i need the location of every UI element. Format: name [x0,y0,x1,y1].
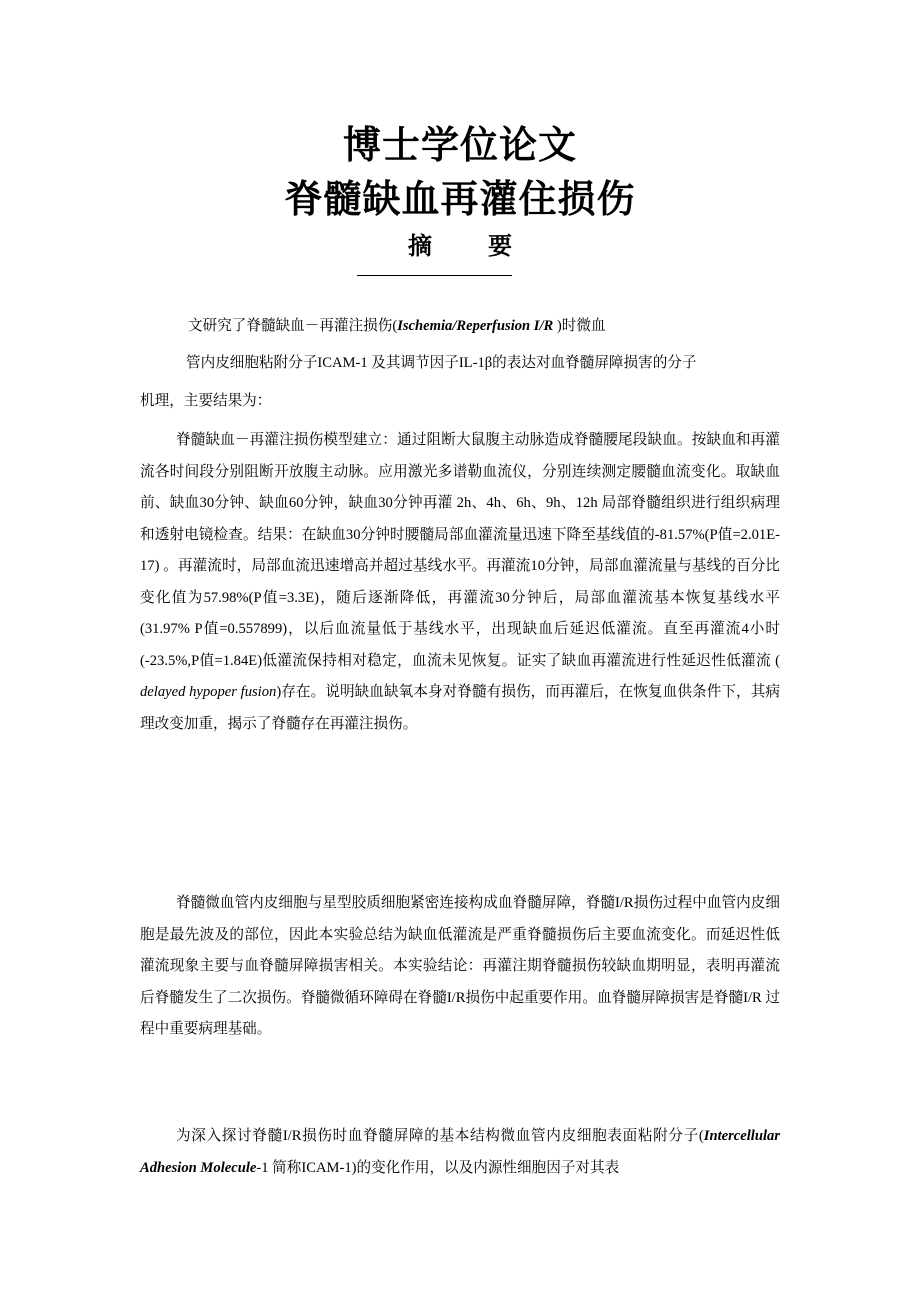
thesis-title: 脊髓缺血再灌住损伤 [284,176,636,221]
intro-line-1-tail: )时微血 [553,318,606,334]
paragraph-3 [140,1121,780,1184]
paragraph-3-text: 为深入探讨脊髓I/R损伤时血脊髓屏障的基本结构微血管内皮细胞表面粘附分子( [176,1128,704,1144]
intro-line-2: 管内皮细胞粘附分子ICAM-1 及其调节因子IL-1β的表达对血脊髓屏障损害的分子 [186,355,697,371]
abstract-heading [0,226,920,261]
term-icam: Intercellular Adhesion Molecule [140,1128,780,1176]
thesis-type-title: 博士学位论文 [342,122,577,167]
intro-line-3: 机理，主要结果为： [140,393,272,409]
paragraph-1 [140,425,780,740]
intro-line-1 [188,316,606,336]
paragraph-3-tail: -1 简称ICAM-1)的变化作用，以及内源性细胞因子对其表 [256,1159,620,1176]
intro-term-ir: Ischemia/Reperfusion I/R [397,318,554,334]
paragraph-1-tail: )存在。说明缺血缺氧本身对脊髓有损伤，而再灌后，在恢复血供条件下，其病理改变加重，揭示了脊髓存在再灌注损伤。 [140,684,780,732]
paragraph-1-text: 脊髓缺血－再灌注损伤模型建立：通过阻断大鼠腹主动脉造成脊髓腰尾段缺血。按缺血和再灌流各时间段分别阻断开放腹主动脉。应用激光多谱勒血流仪，分别连续测定腰髓血流变化。取缺血前、缺血30分钟、缺血60分钟，缺血30分钟再灌 2h、4h、6h、9h、12h 局部脊髓组织进行组织病理和透射电镜检查。结果：在缺血30分钟时腰髓局部血灌流量迅速下降至基线值的-81.57%(P值=2.01E-17) 。再灌流时，局部血流迅速增高并超过基线水平。再灌流10分钟，局部血灌流量与基线的百分比变化值为57.98%(P值=3.3E)，随后逐渐降低，再灌流30分钟后，局部血灌流基本恢复基线水平(31.97% P值=0.557899)，以后血流量低于基线水平，出现缺血后延迟低灌流。直至再灌流4小时(-23.5%,P值=1.84E)低灌流保持相对稳定，血流未见恢复。证实了缺血再灌流进行性延迟性低灌流 ( [140,432,780,669]
abstract-heading-char-2: 要 [488,231,512,260]
abstract-heading-char-1: 摘 [408,231,432,260]
term-delayed-hypoperfusion: delayed hypoper fusion [140,684,277,700]
intro-line-1-text: 文研究了脊髓缺血－再灌注损伤( [188,318,398,334]
heading-underline [357,275,512,276]
paragraph-2: 脊髓微血管内皮细胞与星型胶质细胞紧密连接构成血脊髓屏障，脊髓I/R损伤过程中血管内皮细胞是最先波及的部位，因此本实验总结为缺血低灌流是严重脊髓损伤后主要血流变化。而延迟性低灌流现象主要与血脊髓屏障损害相关。本实验结论：再灌注期脊髓损伤较缺血期明显，表明再灌流后脊髓发生了二次损伤。脊髓微循环障碍在脊髓I/R损伤中起重要作用。血脊髓屏障损害是脊髓I/R 过程中重要病理基础。 [140,895,780,1037]
